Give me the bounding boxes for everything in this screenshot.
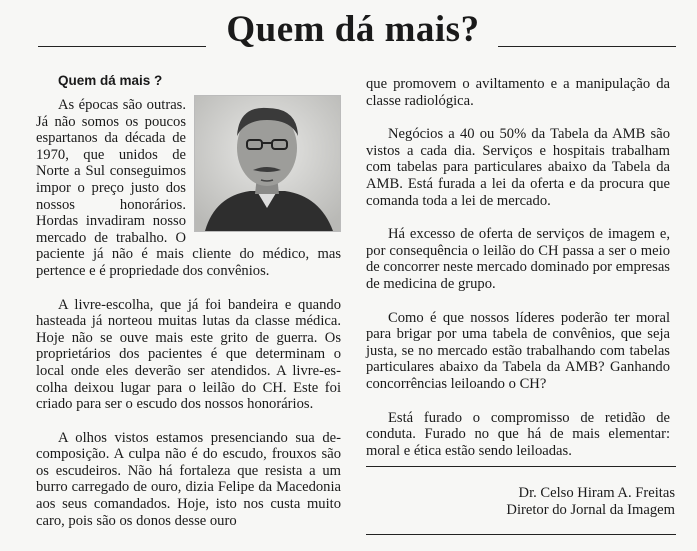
title-rule-right: [498, 46, 676, 47]
page-title: Quem dá mais?: [226, 9, 480, 50]
paragraph: Negócios a 40 ou 50% da Tabela da AMB são vistos a cada dia. Serviços e hospitais trabalham com tabelas para particulares abaixo da Tabela da AMB. Está furada a lei da oferta e da procura que comanda toda a lei de mercado.: [366, 126, 670, 209]
paragraph: A olhos vistos estamos presenciando sua decomposição. A culpa não é do escudo, frouxos são os escudeiros. Não há fortaleza que resista a um burro carregado de ouro, dizia Felipe da Macedonia aos seus comandados. Hoje, isto nos custa muito caro, pois são os donos desse ouro: [36, 429, 341, 529]
paragraph: As épocas são outras. Já não somos os poucos espartanos da década de 1970, que unidos de Norte a Sul conseguimos impor o preço justo dos nossos honorários. Hordas invadiram nosso mercado de trabalho. O paciente já não é mais cliente do médico, mas pertence e é propriedade dos convênios.: [36, 97, 341, 279]
paragraph: Como é que nossos líderes poderão ter moral para brigar por uma tabela de convênios, que seja justa, se no mercado estão trabalhando com tabelas particulares abaixo da Tabela da AMB? Ganhando concorrências leiloando o CH?: [366, 309, 670, 392]
author-name: Dr. Celso Hiram A. Freitas: [518, 485, 675, 501]
paragraph: Há excesso de oferta de serviços de imagem e, por consequência o leilão do CH passa a ser o meio de concorrer neste mercado dominado por empresas de medicina de grupo.: [366, 226, 670, 292]
header: [0, 0, 697, 62]
article-column-right: [366, 76, 670, 459]
article-subtitle: Quem dá mais ?: [58, 73, 163, 88]
paragraph: que promovem o aviltamento e a manipulação da classe radiológica.: [366, 76, 670, 109]
author-role: Diretor do Jornal da Imagem: [506, 502, 675, 518]
author-photo: [194, 95, 341, 232]
paragraph: A livre-escolha, que já foi bandeira e quando hasteada já norteou muitas lutas da classe médica. Hoje não se ouve mais este grito de guerra. Os proprietários dos pacientes é que determinam o local onde eles deverão ser atendidos. A livre-escolha deixou lugar para o leilão do CH. Este foi criado para ser o escudo dos nossos honorários.: [36, 296, 341, 413]
article-column-left: [36, 97, 341, 529]
signature-rule-top: [366, 466, 676, 467]
paragraph: Está furado o compromisso de retidão de conduta. Furado no que há de mais elementar: moral e ética estão sendo leiloadas.: [366, 409, 670, 459]
signature-rule-bottom: [366, 534, 676, 535]
title-rule-left: [38, 46, 206, 47]
